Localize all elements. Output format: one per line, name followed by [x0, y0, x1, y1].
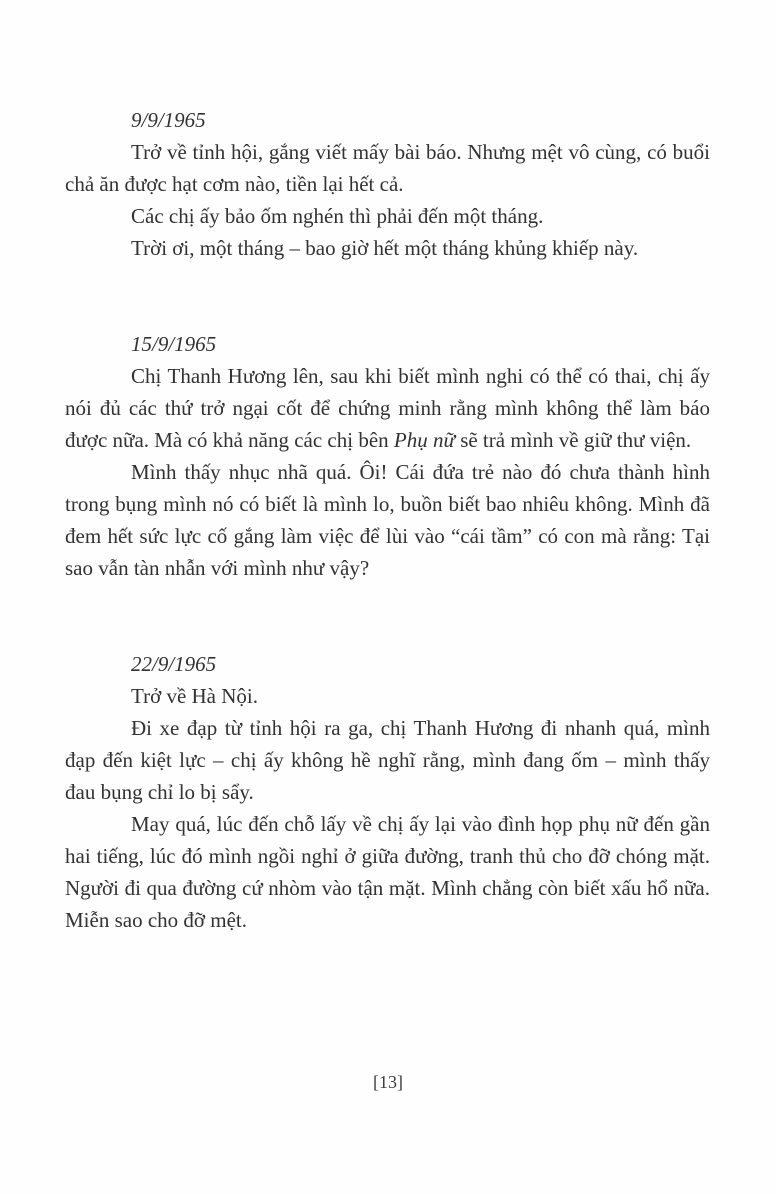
paragraph	[65, 232, 710, 264]
entry-date: 15/9/1965	[131, 332, 217, 356]
page-number: [13]	[373, 1072, 403, 1092]
text-run: Trời ơi, một tháng – bao giờ hết một tháng khủng khiếp này.	[131, 236, 639, 260]
diary-content	[65, 104, 710, 936]
italic-text-run: Phụ nữ	[393, 428, 455, 452]
paragraph	[65, 136, 710, 200]
diary-entry	[65, 104, 710, 264]
text-run: Mình thấy nhục nhã quá. Ôi! Cái đứa trẻ nào đó chưa thành hình trong bụng mình nó có biết là mình lo, buồn biết bao nhiêu không. Mình đã đem hết sức lực cố gắng làm việc để lùi vào “cái tầm” có con mà rằng: Tại sao vẫn tàn nhẫn với mình như vậy?	[65, 460, 710, 580]
text-run: Các chị ấy bảo ốm nghén thì phải đến một tháng.	[131, 204, 544, 228]
paragraph	[65, 808, 710, 936]
paragraph	[65, 456, 710, 584]
text-run: May quá, lúc đến chỗ lấy về chị ấy lại vào đình họp phụ nữ đến gần hai tiếng, lúc đó mình ngồi nghỉ ở giữa đường, tranh thủ cho đỡ chóng mặt. Người đi qua đường cứ nhòm vào tận mặt. Mình chẳng còn biết xấu hổ nữa. Miễn sao cho đỡ mệt.	[65, 812, 710, 932]
text-run: Trở về tỉnh hội, gắng viết mấy bài báo. Nhưng mệt vô cùng, có buổi chả ăn được hạt cơm nào, tiền lại hết cả.	[65, 140, 710, 196]
diary-entry	[65, 648, 710, 936]
paragraph	[65, 360, 710, 456]
entry-date: 22/9/1965	[131, 652, 217, 676]
paragraph	[65, 200, 710, 232]
paragraph	[65, 712, 710, 808]
text-run: Đi xe đạp từ tỉnh hội ra ga, chị Thanh Hương đi nhanh quá, mình đạp đến kiệt lực – chị ấy không hề nghĩ rằng, mình đang ốm – mình thấy đau bụng chỉ lo bị sẩy.	[65, 716, 710, 804]
text-run: Chị Thanh Hương lên, sau khi biết mình nghi có thể có thai, chị ấy nói đủ các thứ trở ngại cốt để chứng minh rằng mình không thể làm báo được nữa. Mà có khả năng các chị bên	[65, 364, 710, 452]
paragraph	[65, 680, 710, 712]
text-run: sẽ trả mình về giữ thư viện.	[454, 428, 692, 452]
diary-entry	[65, 328, 710, 584]
entry-date: 9/9/1965	[131, 108, 206, 132]
text-run: Trở về Hà Nội.	[131, 684, 258, 708]
